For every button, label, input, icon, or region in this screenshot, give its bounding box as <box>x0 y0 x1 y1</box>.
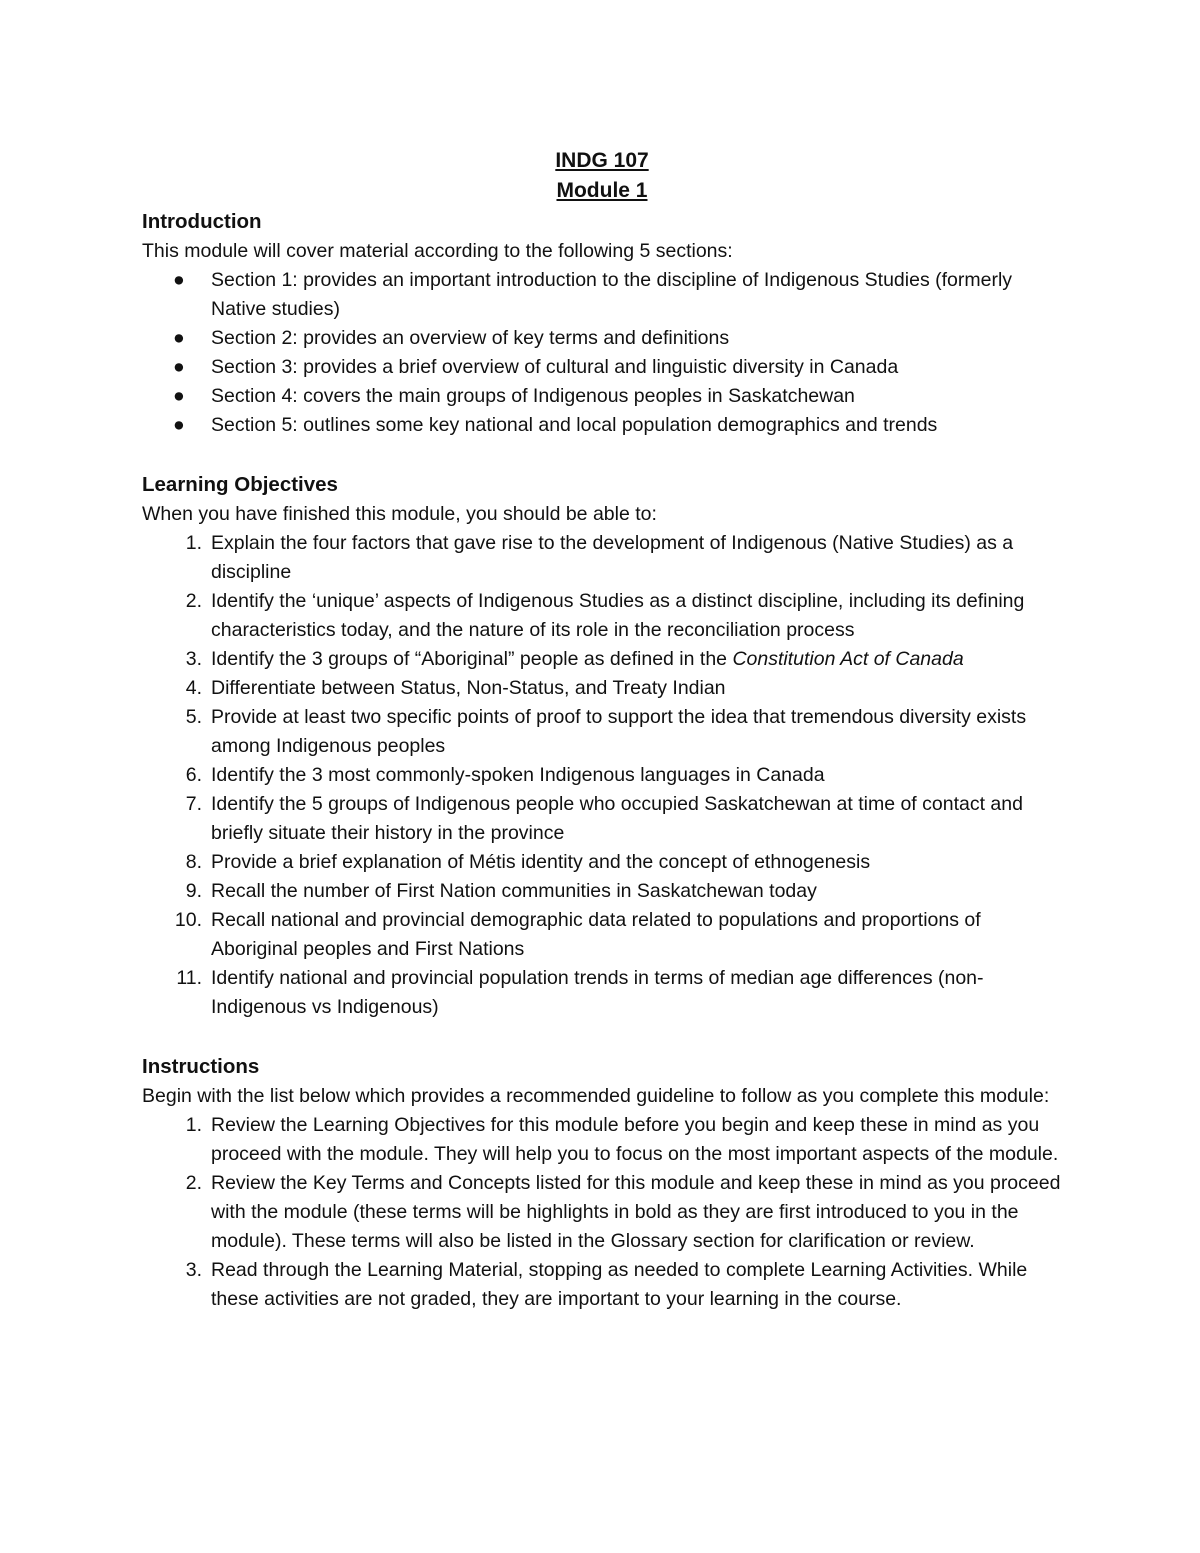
list-item <box>142 587 1062 645</box>
document-page <box>142 146 1062 1314</box>
list-item <box>142 703 1062 761</box>
bullet-icon: ● <box>173 414 185 436</box>
bullet-icon: ● <box>173 356 185 378</box>
item-number: 11. <box>176 967 202 989</box>
objective-text: Differentiate between Status, Non-Status, and Treaty Indian <box>211 677 726 699</box>
objective-text: Identify the ‘unique’ aspects of Indigenous Studies as a distinct discipline, including its defining characteristics today, and the nature of its role in the reconciliation process <box>211 590 1025 641</box>
instruction-text: Review the Learning Objectives for this module before you begin and keep these in mind as you proceed with the module. They will help you to focus on the most important aspects of the module. <box>211 1114 1059 1165</box>
module-title: Module 1 <box>556 179 648 202</box>
bullet-icon: ● <box>173 327 185 349</box>
item-number: 9. <box>185 880 202 902</box>
list-item <box>142 1256 1062 1314</box>
list-item <box>142 848 1062 877</box>
learning-objectives-list <box>142 529 1062 1022</box>
item-number: 10. <box>174 909 202 931</box>
instruction-text: Read through the Learning Material, stopping as needed to complete Learning Activities. While these activities are not graded, they are important to your learning in the course. <box>211 1259 1028 1310</box>
spacer <box>142 440 1062 469</box>
list-item <box>142 964 1062 1022</box>
list-item <box>142 266 1062 324</box>
section-text: Section 2: provides an overview of key terms and definitions <box>211 327 730 349</box>
section-text: Section 3: provides a brief overview of cultural and linguistic diversity in Canada <box>211 356 899 378</box>
item-number: 5. <box>185 706 202 728</box>
list-item <box>142 906 1062 964</box>
instructions-intro: Begin with the list below which provides a recommended guideline to follow as you complete this module: <box>142 1085 1050 1107</box>
list-item <box>142 411 1062 440</box>
instructions-list <box>142 1111 1062 1314</box>
objective-text: Identify the 3 most commonly-spoken Indigenous languages in Canada <box>211 764 825 786</box>
sections-list <box>142 266 1062 440</box>
objective-text: Explain the four factors that gave rise to the development of Indigenous (Native Studies) as a discipline <box>211 532 1014 583</box>
section-text: Section 5: outlines some key national and local population demographics and trends <box>211 414 938 436</box>
objective-text: Recall national and provincial demographic data related to populations and proportions of Aboriginal peoples and First Nations <box>211 909 981 960</box>
instructions-heading: Instructions <box>142 1055 260 1078</box>
objective-text: Recall the number of First Nation communities in Saskatchewan today <box>211 880 817 902</box>
item-number: 1. <box>185 1114 202 1136</box>
learning-objectives-heading: Learning Objectives <box>142 473 338 496</box>
objective-text: Identify the 5 groups of Indigenous people who occupied Saskatchewan at time of contact and briefly situate their history in the province <box>211 793 1023 844</box>
item-number: 7. <box>185 793 202 815</box>
list-item <box>142 529 1062 587</box>
list-item <box>142 790 1062 848</box>
spacer <box>142 1022 1062 1051</box>
introduction-text: This module will cover material according to the following 5 sections: <box>142 240 733 262</box>
item-number: 2. <box>185 590 202 612</box>
list-item <box>142 674 1062 703</box>
section-text: Section 4: covers the main groups of Indigenous peoples in Saskatchewan <box>211 385 855 407</box>
bullet-icon: ● <box>173 269 185 291</box>
list-item <box>142 645 1062 674</box>
instruction-text: Review the Key Terms and Concepts listed for this module and keep these in mind as you proceed with the module (these terms will be highlights in bold as they are first introduced to you in the module). These terms will also be listed in the Glossary section for clarification or review. <box>211 1172 1061 1252</box>
objective-text: Identify the 3 groups of “Aboriginal” people as defined in the <box>211 648 733 670</box>
item-number: 8. <box>185 851 202 873</box>
list-item <box>142 761 1062 790</box>
introduction-heading: Introduction <box>142 210 262 233</box>
item-number: 6. <box>185 764 202 786</box>
list-item <box>142 1111 1062 1169</box>
list-item <box>142 877 1062 906</box>
objective-text: Identify national and provincial population trends in terms of median age differences (non-Indigenous vs Indigenous) <box>211 967 984 1018</box>
item-number: 3. <box>185 1259 202 1281</box>
list-item <box>142 324 1062 353</box>
objective-text: Provide at least two specific points of proof to support the idea that tremendous diversity exists among Indigenous peoples <box>211 706 1027 757</box>
item-number: 1. <box>185 532 202 554</box>
list-item <box>142 1169 1062 1256</box>
course-code-title: INDG 107 <box>555 149 649 172</box>
item-number: 3. <box>185 648 202 670</box>
learning-objectives-intro: When you have finished this module, you should be able to: <box>142 503 657 525</box>
section-text: Section 1: provides an important introduction to the discipline of Indigenous Studies (formerly Native studies) <box>211 269 1013 320</box>
item-number: 4. <box>185 677 202 699</box>
objective-text: Provide a brief explanation of Métis identity and the concept of ethnogenesis <box>211 851 871 873</box>
objective-italic-text: Constitution Act of Canada <box>732 648 964 670</box>
list-item <box>142 382 1062 411</box>
list-item <box>142 353 1062 382</box>
item-number: 2. <box>185 1172 202 1194</box>
bullet-icon: ● <box>173 385 185 407</box>
